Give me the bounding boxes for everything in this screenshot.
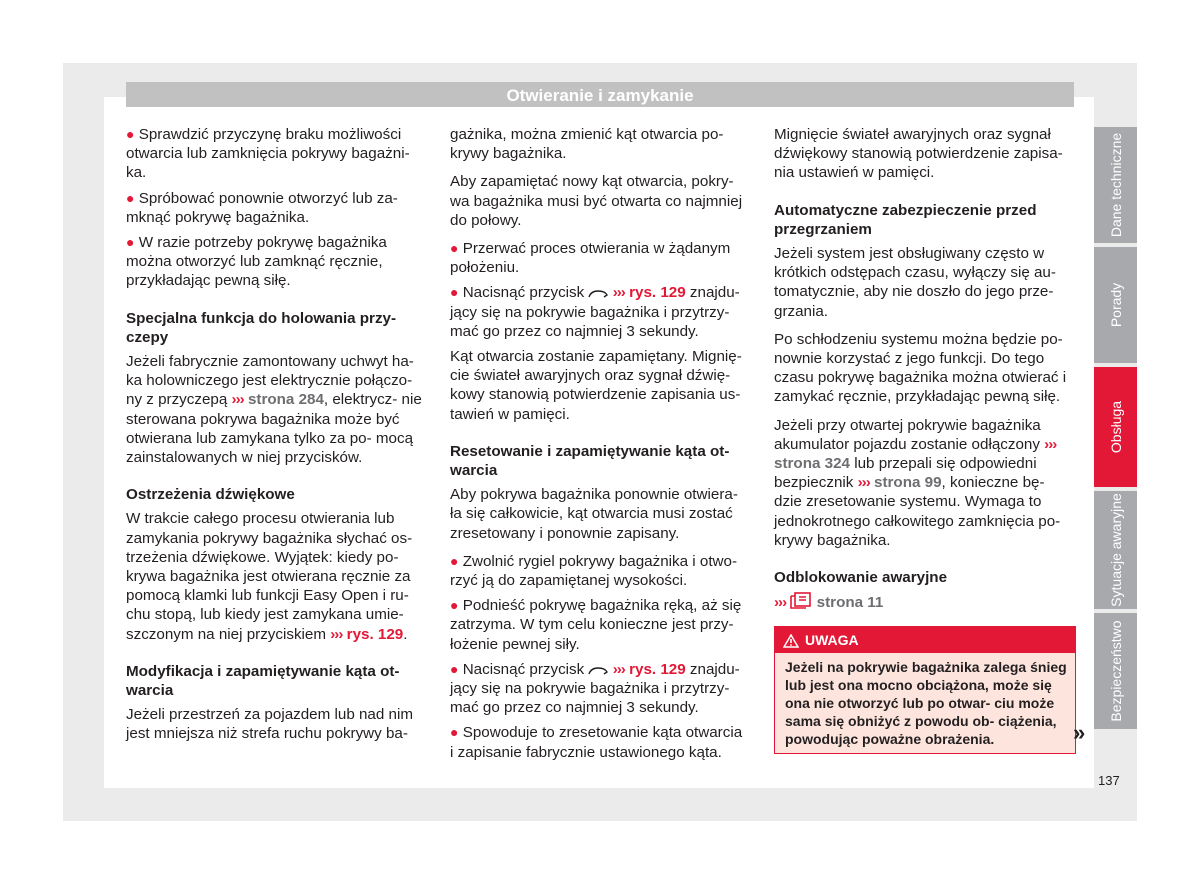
tab-bezpieczenstwo[interactable]: Bezpieczeństwo <box>1094 613 1137 729</box>
booklet-icon <box>790 592 812 609</box>
paragraph: W trakcie całego procesu otwierania lub zamykania pokrywy bagażnika słychać os- trzeżenia dźwiękowe. Wyjątek: kiedy po- krywa bagażnika jest otwierana ręcznie za pomocą klamki lub funkcji Easy Open i ru- chu stopą, lub kiedy jest zamykana umie- szczonym na niej przyciskiem ››› rys. 129. <box>126 510 413 643</box>
figure-link[interactable]: rys. 129 <box>629 284 686 302</box>
section-heading: Resetowanie i zapamiętywanie kąta ot- warcia <box>450 442 730 480</box>
cross-reference-arrows: ››› <box>1044 435 1057 453</box>
cross-reference-arrows: ››› <box>774 594 787 612</box>
tab-obsluga[interactable]: Obsługa <box>1094 367 1137 487</box>
paragraph: Kąt otwarcia zostanie zapamiętany. Mignię- cie świateł awaryjnych oraz sygnał dźwię- kowy stanowią potwierdzenie zapisania us- tawień w pamięci. <box>450 348 742 423</box>
bullet-icon: ● <box>126 234 135 251</box>
figure-link[interactable]: rys. 129 <box>629 660 686 678</box>
bullet-item: ● W razie potrzeby pokrywę bagażnika można otworzyć lub zamknąć ręcznie, przykładając pewną siłę. <box>126 234 387 290</box>
paragraph: Mignięcie świateł awaryjnych oraz sygnał dźwiękowy stanowią potwierdzenie zapisa- nia ustawień w pamięci. <box>774 126 1063 182</box>
tailgate-button-icon <box>588 666 608 676</box>
warning-text: Jeżeli na pokrywie bagażnika zalega śnieg lub jest ona mocno obciążona, może się ona nie otworzyć lub po otwar- ciu może sama się obniżyć z powodu ob- ciążenia, powodując poważne obrażenia. <box>775 653 1075 753</box>
section-heading: Automatyczne zabezpieczenie przed przegrzaniem <box>774 201 1037 238</box>
paragraph: Po schłodzeniu systemu można będzie po- nownie korzystać z jego funkcji. Do tego czasu pokrywę bagażnika można otwierać i zamykać ręcznie, przykładając pewną siłę. <box>774 330 1067 406</box>
paragraph: Jeżeli fabrycznie zamontowany uchwyt ha- ka holowniczego jest elektrycznie połączo- ny z przyczepą ››› strona 284, elektrycz- nie sterowana pokrywa bagażnika może być otwierana lub zamykana tylko za po- mocą zainstalowanych w niej przycisków. <box>126 353 422 467</box>
bullet-icon: ● <box>450 284 459 301</box>
figure-link[interactable]: rys. 129 <box>346 625 404 643</box>
page-link[interactable]: strona 284 <box>247 391 324 409</box>
bullet-icon: ● <box>126 126 135 142</box>
warning-box <box>774 626 1076 754</box>
page-link[interactable]: strona 324 <box>774 455 850 473</box>
bullet-icon: ● <box>450 660 459 677</box>
column-right <box>774 125 1072 754</box>
cross-reference-arrows: ››› <box>231 391 244 409</box>
cross-reference-arrows: ››› <box>612 284 625 302</box>
warning-title: UWAGA <box>805 632 859 649</box>
bullet-icon: ● <box>450 240 459 257</box>
bullet-icon: ● <box>450 597 459 614</box>
bullet-item: ● Podnieść pokrywę bagażnika ręką, aż się zatrzyma. W tym celu konieczne jest przy- łożenie pewnej siły. <box>450 597 742 653</box>
bullet-item: ● Nacisnąć przycisk ››› rys. 129 znajdu- jący się na pokrywie bagażnika i przytrzy- mać go przez co najmniej 3 sekundy. <box>450 660 740 717</box>
paragraph: Jeżeli system jest obsługiwany często w krótkich odstępach czasu, wyłączy się au- tomatycznie, aby nie doszło do jego prze- grzania. <box>774 245 1056 320</box>
paragraph <box>774 592 1072 612</box>
page-link[interactable]: strona 11 <box>816 594 884 612</box>
section-heading: Specjalna funkcja do holowania przy- czepy <box>126 309 397 346</box>
paragraph: Jeżeli przestrzeń za pojazdem lub nad nim jest mniejsza niż strefa ruchu pokrywy ba- <box>126 706 414 743</box>
bullet-item: ● Sprawdzić przyczynę braku możliwości otwarcia lub zamknięcia pokrywy bagażni- ka. <box>126 126 410 182</box>
tab-dane-techniczne[interactable]: Dane techniczne <box>1094 127 1137 243</box>
warning-triangle-icon <box>783 634 799 648</box>
cross-reference-arrows: ››› <box>612 660 625 678</box>
tab-porady[interactable]: Porady <box>1094 247 1137 363</box>
bullet-item: ● Spróbować ponownie otworzyć lub za- mknąć pokrywę bagażnika. <box>126 189 398 226</box>
paragraph: gażnika, można zmienić kąt otwarcia po- krywy bagażnika. <box>450 126 724 163</box>
bullet-item: ● Nacisnąć przycisk ››› rys. 129 znajdu- jący się na pokrywie bagażnika i przytrzy- mać go przez co najmniej 3 sekundy. <box>450 284 740 340</box>
paragraph: Aby pokrywa bagażnika ponownie otwiera- ła się całkowicie, kąt otwarcia musi zostać zresetowany i ponownie zapisany. <box>450 486 738 542</box>
cross-reference-arrows: ››› <box>330 625 343 643</box>
bullet-item: ● Zwolnić rygiel pokrywy bagażnika i otwo- rzyć ją do zapamiętanej wysokości. <box>450 552 738 590</box>
tab-sytuacje-awaryjne[interactable]: Sytuacje awaryjne <box>1094 491 1137 609</box>
paragraph: Jeżeli przy otwartej pokrywie bagażnika akumulator pojazdu zostanie odłączony ››› strona 324 lub przepali się odpowiedni bezpiecznik ››› strona 99, konieczne bę- dzie zresetowanie systemu. Wymaga to jednokrotnego całkowitego zamknięcia po- krywy bagażnika. <box>774 416 1061 549</box>
tailgate-button-icon <box>588 289 608 299</box>
bullet-icon: ● <box>450 552 459 569</box>
paragraph: Aby zapamiętać nowy kąt otwarcia, pokry- wa bagażnika musi być otwarta co najmniej do połowy. <box>450 173 743 229</box>
section-heading: Modyfikacja i zapamiętywanie kąta ot- warcia <box>126 662 400 700</box>
bullet-item: ● Spowoduje to zresetowanie kąta otwarcia i zapisanie fabrycznie ustawionego kąta. <box>450 724 743 761</box>
section-heading: Odblokowanie awaryjne <box>774 569 948 587</box>
bullet-icon: ● <box>126 189 135 206</box>
section-header: Otwieranie i zamykanie <box>126 82 1074 107</box>
warning-header <box>775 627 1075 653</box>
bullet-item: ● Przerwać proces otwierania w żądanym położeniu. <box>450 240 731 277</box>
page-number: 137 <box>1098 773 1120 788</box>
continue-marker: » <box>1073 720 1086 745</box>
column-left <box>126 125 424 753</box>
cross-reference-arrows: ››› <box>857 474 870 492</box>
column-middle <box>450 125 748 768</box>
page-link[interactable]: strona 99 <box>874 474 942 492</box>
bullet-icon: ● <box>450 724 459 741</box>
section-heading: Ostrzeżenia dźwiękowe <box>126 486 295 504</box>
